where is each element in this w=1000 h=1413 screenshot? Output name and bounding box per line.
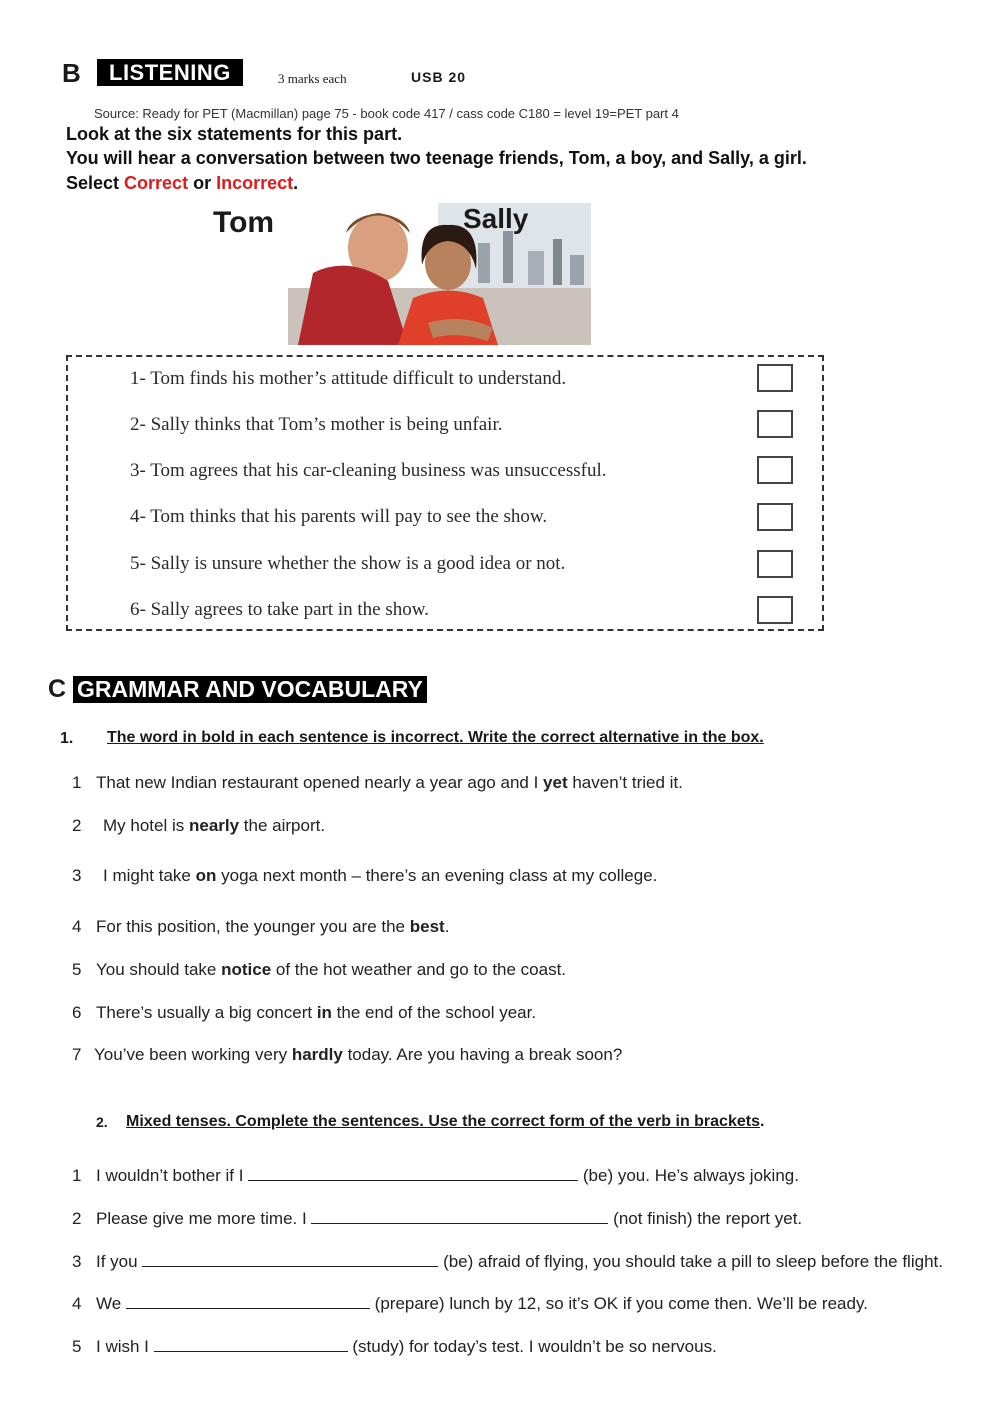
- correct-word: Correct: [124, 173, 189, 193]
- item-text: haven’t tried it.: [567, 773, 683, 792]
- task-2-number: 2.: [96, 1114, 108, 1130]
- task-2-item-3: [72, 1252, 943, 1272]
- statement-2: 2- Sally thinks that Tom’s mother is being unfair.: [130, 414, 503, 435]
- statement-4: 4- Tom thinks that his parents will pay to see the show.: [130, 506, 548, 527]
- task-1-item-7: [72, 1045, 622, 1065]
- task-1-item-1: [72, 773, 683, 793]
- answer-blank[interactable]: [311, 1209, 608, 1224]
- statement-4-checkbox[interactable]: [757, 503, 793, 531]
- task-1-instruction-text: The word in bold in each sentence is incorrect. Write the correct alternative in the box.: [107, 729, 764, 746]
- item-text: You should take: [96, 960, 222, 979]
- item-text: Please give me more time. I: [96, 1209, 307, 1228]
- answer-blank[interactable]: [154, 1337, 348, 1352]
- task-1-item-4: [72, 917, 449, 937]
- instr-select-text: Select: [66, 173, 125, 193]
- item-text: the airport.: [239, 816, 326, 835]
- item-text: (prepare) lunch by 12, so it’s OK if you come then. We’ll be ready.: [374, 1294, 868, 1313]
- task-1-instruction: [107, 729, 764, 747]
- photo-label-sally: Sally: [463, 203, 529, 234]
- answer-blank[interactable]: [142, 1252, 438, 1267]
- instruction-line-1: Look at the six statements for this part.: [66, 124, 403, 144]
- task-1-item-2: [72, 816, 325, 836]
- item-bold-word: hardly: [291, 1045, 343, 1064]
- item-text: There’s usually a big concert: [96, 1003, 317, 1022]
- task-2-instruction-period: .: [759, 1113, 765, 1130]
- item-bold-word: best: [409, 917, 445, 936]
- statement-3-checkbox[interactable]: [757, 456, 793, 484]
- instruction-line-2: You will hear a conversation between two teenage friends, Tom, a boy, and Sally, a girl.: [66, 148, 807, 168]
- item-number: 2: [72, 1209, 82, 1228]
- section-c-letter: C: [48, 675, 67, 703]
- task-2-item-5: [72, 1337, 717, 1357]
- marks-note: 3 marks each: [278, 71, 347, 86]
- task-2-item-1: [72, 1166, 799, 1186]
- item-bold-word: in: [316, 1003, 332, 1022]
- item-number: 2: [72, 816, 82, 835]
- item-text: If you: [96, 1252, 138, 1271]
- item-number: 6: [72, 1003, 82, 1022]
- photo-label-tom: Tom: [213, 206, 275, 239]
- item-text: That new Indian restaurant opened nearly a year ago and I: [96, 773, 544, 792]
- item-number: 3: [72, 1252, 82, 1271]
- item-text: the end of the school year.: [331, 1003, 537, 1022]
- section-c-title: GRAMMAR AND VOCABULARY: [73, 676, 427, 703]
- statement-6-checkbox[interactable]: [757, 596, 793, 624]
- item-text: .: [444, 917, 450, 936]
- task-2-instruction: [126, 1113, 764, 1131]
- item-text: yoga next month – there’s an evening class at my college.: [216, 866, 658, 885]
- item-number: 4: [72, 1294, 82, 1313]
- item-text: I wish I: [96, 1337, 149, 1356]
- task-2-item-2: [72, 1209, 802, 1229]
- item-text: I wouldn’t bother if I: [96, 1166, 244, 1185]
- statement-1: 1- Tom finds his mother’s attitude difficult to understand.: [130, 368, 567, 389]
- item-text: I might take: [103, 866, 196, 885]
- item-text: (be) afraid of flying, you should take a pill to sleep before the flight.: [443, 1252, 943, 1271]
- instr-or-text: or: [188, 173, 217, 193]
- item-number: 4: [72, 917, 82, 936]
- item-number: 5: [72, 960, 82, 979]
- item-text: You’ve been working very: [94, 1045, 292, 1064]
- statement-5: 5- Sally is unsure whether the show is a good idea or not.: [130, 553, 566, 574]
- task-2-item-4: [72, 1294, 868, 1314]
- tom-sally-photo: [288, 203, 591, 345]
- item-text: (study) for today’s test. I wouldn’t be so nervous.: [352, 1337, 717, 1356]
- item-text: For this position, the younger you are the: [96, 917, 410, 936]
- statements-box: [66, 355, 824, 631]
- item-text: (not finish) the report yet.: [613, 1209, 803, 1228]
- item-number: 3: [72, 866, 82, 885]
- section-b-title: LISTENING: [97, 59, 243, 86]
- item-bold-word: notice: [221, 960, 272, 979]
- item-number: 5: [72, 1337, 82, 1356]
- task-1-item-6: [72, 1003, 536, 1023]
- item-number: 7: [72, 1045, 82, 1064]
- incorrect-word: Incorrect: [216, 173, 294, 193]
- item-number: 1: [72, 1166, 82, 1185]
- statement-2-checkbox[interactable]: [757, 410, 793, 438]
- item-number: 1: [72, 773, 82, 792]
- item-text: (be) you. He’s always joking.: [582, 1166, 799, 1185]
- answer-blank[interactable]: [126, 1294, 370, 1309]
- item-bold-word: yet: [543, 773, 568, 792]
- task-1-item-5: [72, 960, 566, 980]
- item-text: of the hot weather and go to the coast.: [271, 960, 567, 979]
- item-bold-word: nearly: [188, 816, 240, 835]
- statement-5-checkbox[interactable]: [757, 550, 793, 578]
- item-text: We: [96, 1294, 122, 1313]
- item-text: My hotel is: [103, 816, 189, 835]
- task-1-number: 1.: [60, 730, 74, 747]
- section-b-letter: B: [62, 58, 81, 88]
- task-1-item-3: [72, 866, 657, 886]
- item-bold-word: on: [195, 866, 217, 885]
- answer-blank[interactable]: [248, 1166, 578, 1181]
- usb-label: USB 20: [411, 69, 467, 85]
- task-2-instruction-text: Mixed tenses. Complete the sentences. Use the correct form of the verb in brackets: [126, 1113, 760, 1130]
- statement-1-checkbox[interactable]: [757, 364, 793, 392]
- source-line: Source: Ready for PET (Macmillan) page 75 - book code 417 / cass code C180 = level 19=PET part 4: [94, 106, 679, 121]
- statement-3: 3- Tom agrees that his car-cleaning business was unsuccessful.: [130, 460, 607, 481]
- photo-illustration: [288, 203, 591, 345]
- instr-period: .: [293, 173, 299, 193]
- instruction-line-3: [66, 173, 298, 194]
- statement-6: 6- Sally agrees to take part in the show.: [130, 599, 429, 620]
- item-text: today. Are you having a break soon?: [342, 1045, 623, 1064]
